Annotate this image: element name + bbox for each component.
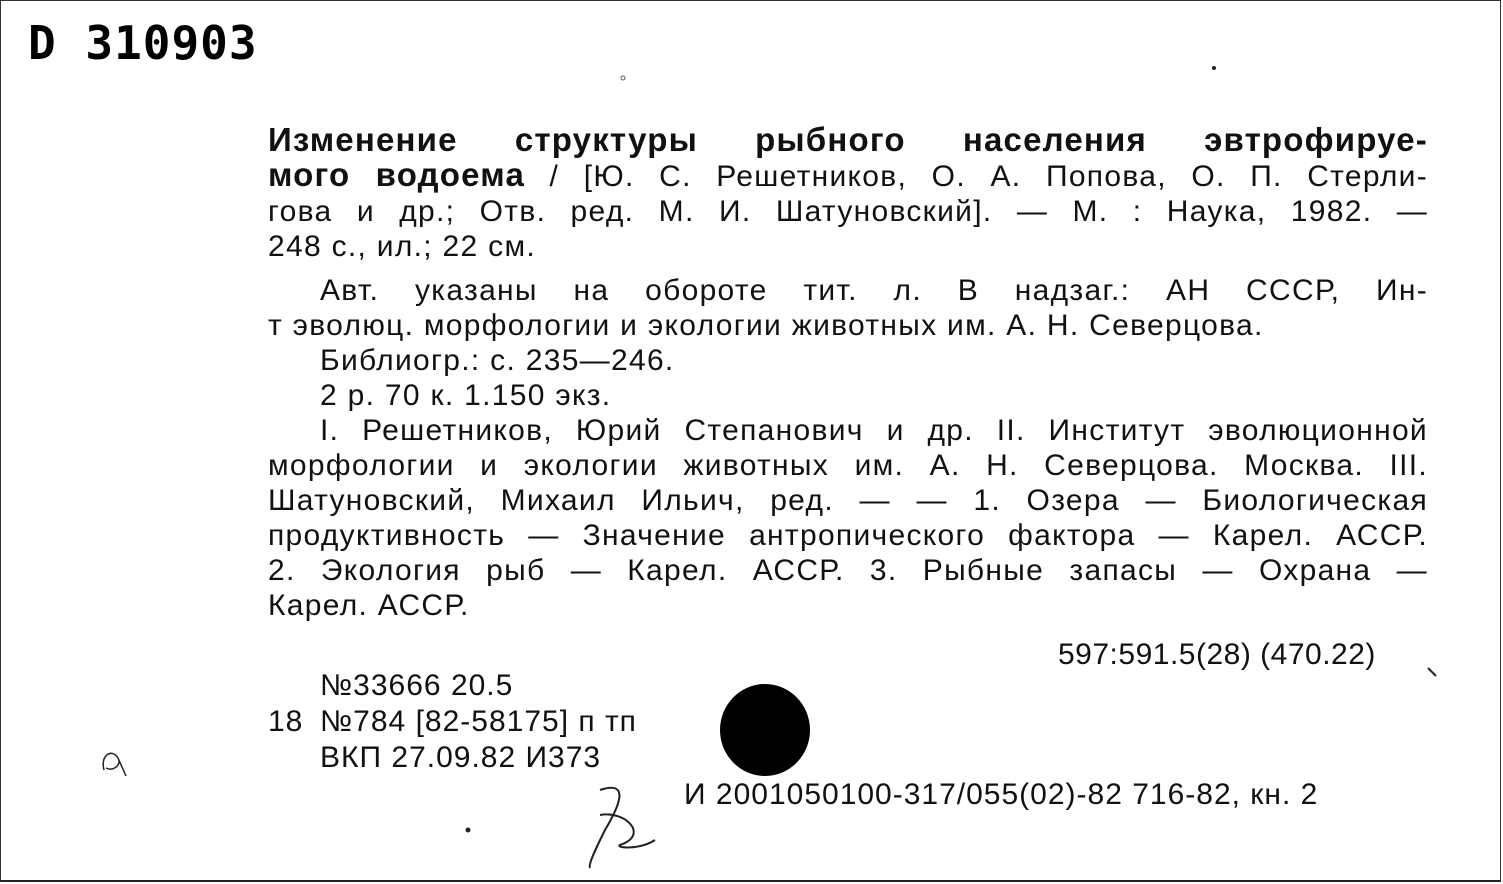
service-row-2-text: №784 [82-58175] п тп	[320, 705, 637, 738]
ink-dot	[466, 828, 471, 833]
pencil-mark	[103, 753, 126, 776]
tracing-line-1: I. Решетников, Юрий Степанович и др. II. Институт эволюционной	[320, 414, 1428, 447]
ink-dot	[621, 76, 625, 80]
price-note: 2 р. 70 к. 1.150 экз.	[320, 379, 612, 412]
service-row-3-text: ВКП 27.09.82 И373	[320, 741, 602, 774]
service-row-1-text: №33666 20.5	[320, 669, 514, 702]
isbn-line: И 2001050100-317/055(02)-82 716-82, кн. 2	[684, 778, 1319, 811]
pen-stroke-mark	[1428, 668, 1436, 676]
tracing-line-5: 2. Экология рыб — Карел. АССР. 3. Рыбные запасы — Охрана —	[268, 554, 1428, 587]
ink-dot	[1212, 66, 1216, 70]
tracing-line-3: Шатуновский, Михаил Ильич, ред. — — 1. Озера — Биологическая	[268, 484, 1428, 517]
classification-index: 597:591.5(28) (470.22)	[1058, 638, 1376, 671]
tracing-line-6: Карел. АССР.	[268, 589, 470, 622]
responsibility-statement: / [Ю. С. Решетников, О. А. Попова, О. П. Стерли-	[525, 160, 1428, 193]
collation-line: 248 с., ил.; 22 см.	[268, 230, 537, 263]
author-note-line-1: Авт. указаны на обороте тит. л. В надзаг.: АН СССР, Ин-	[320, 274, 1428, 307]
author-note-line-2: т эволюц. морфологии и экологии животных им. А. Н. Северцова.	[268, 309, 1264, 342]
handwritten-initials	[590, 788, 655, 868]
entry-title-end: мого водоема	[268, 156, 525, 193]
bibliography-note: Библиогр.: с. 235—246.	[320, 344, 675, 377]
catalog-number: D 310903	[28, 16, 258, 70]
tracing-line-4: продуктивность — Значение антропического фактора — Карел. АССР.	[268, 519, 1428, 552]
imprint-line: гова и др.; Отв. ред. М. И. Шатуновский]. — М. : Наука, 1982. —	[268, 195, 1428, 228]
service-row-2-prefix: 18	[268, 705, 304, 738]
tracing-line-2: морфологии и экологии животных им. А. Н. Северцова. Москва. III.	[268, 449, 1428, 482]
entry-title-line-1: Изменение структуры рыбного населения эвтрофируе-	[268, 121, 1428, 158]
